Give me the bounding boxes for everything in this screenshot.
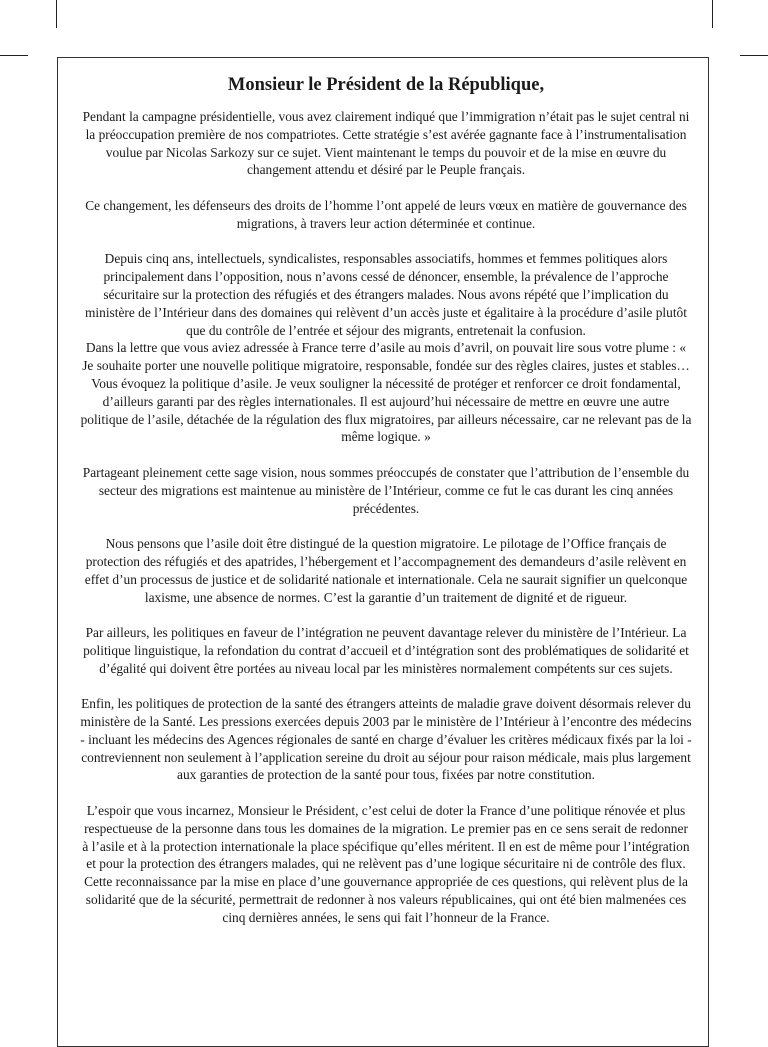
paragraph-change: Ce changement, les défenseurs des droits de l’homme l’ont appelé de leurs vœux en matière de gouvernance des migrations, à travers leur action déterminée et continue. bbox=[85, 197, 687, 231]
crop-mark-right-horizontal bbox=[740, 55, 768, 56]
paragraph-asylum: Nous pensons que l’asile doit être distingué de la question migratoire. Le pilotage de l’Office français de protection des réfugiés et des apatrides, l’hébergement et l’accompagnement des demandeurs d’asile relèvent en effet d’un processus de justice et de solidarité nationale et internationale. Cela ne saurait signifier un quelconque laxisme, une absence de normes. C’est la garantie d’un traitement de dignité et de rigueur. bbox=[84, 536, 688, 605]
letter-body bbox=[80, 74, 692, 944]
paragraph-hope: L’espoir que vous incarnez, Monsieur le Président, c’est celui de doter la France d’une politique rénovée et plus respectueuse de la personne dans tous les domaines de la migration. Le premier pas en ce sens serait de redonner à l’asile et à la protection internationale la place spécifique qu’elles méritent. Il en est de même pour l’intégration et pour la protection des étrangers malades, qui ne relèvent pas d’une logique sécuritaire ni de contrôle des flux. Cette reconnaissance par la mise en place d’une gouvernance appropriée de ces questions, qui relèvent plus de la solidarité que de la sécurité, permettrait de redonner à nos valeurs républicaines, qui ont été bien malmenées ces cinq dernières années, le sens qui fait l’honneur de la France. bbox=[82, 803, 690, 925]
paragraph-integration: Par ailleurs, les politiques en faveur de l’intégration ne peuvent davantage relever du ministère de l’Intérieur. La politique linguistique, la refondation du contrat d’accueil et d’intégration sont des problématiques de solidarité et d’égalité qui doivent être portées au niveau local par les ministères normalement compétents sur ces sujets. bbox=[83, 625, 689, 676]
crop-mark-top-right-vertical bbox=[712, 0, 713, 28]
letter-salutation: Monsieur le Président de la République, bbox=[227, 75, 545, 95]
paragraph-five-years: Depuis cinq ans, intellectuels, syndicalistes, responsables associatifs, hommes et femmes politiques alors principalement dans l’opposition, nous n’avons cessé de dénoncer, ensemble, la prévalence de l’approche sécuritaire sur la protection des réfugiés et des étrangers malades. Nous avons répété que l’implication du ministère de l’Intérieur dans des domaines qui relèvent d’un accès juste et égalitaire à la procédure d’asile plutôt que du contrôle de l’entrée et séjour des migrants, entretenait la confusion. bbox=[85, 251, 687, 338]
paragraph-letter-quote: Dans la lettre que vous aviez adressée à France terre d’asile au mois d’avril, on pouvait lire sous votre plume : « Je souhaite porter une nouvelle politique migratoire, responsable, fondée sur des règles claires, justes et stables… Vous évoquez la politique d’asile. Je veux souligner la nécessité de protéger et renforcer ce droit fondamental, d’ailleurs garanti par des règles internationales. Il est aujourd’hui nécessaire de mettre en œuvre une autre politique de l’asile, détachée de la régulation des flux migratoires, par ailleurs nécessaire, car ne relevant pas de la même logique. » bbox=[80, 340, 692, 445]
crop-mark-left-horizontal bbox=[0, 55, 28, 56]
crop-mark-top-left-vertical bbox=[56, 0, 57, 28]
paragraph-campaign: Pendant la campagne présidentielle, vous avez clairement indiqué que l’immigration n’était pas le sujet central ni la préoccupation première de nos compatriotes. Cette stratégie s’est avérée gagnante face à l’instrumentalisation voulue par Nicolas Sarkozy sur ce sujet. Vient maintenant le temps du pouvoir et de la mise en œuvre du changement attendu et désiré par le Peuple français. bbox=[82, 109, 690, 178]
letter-frame bbox=[57, 57, 709, 1047]
paragraph-sharing-vision: Partageant pleinement cette sage vision, nous sommes préoccupés de constater que l’attribution de l’ensemble du secteur des migrations est maintenue au ministère de l’Intérieur, comme ce fut le cas durant les cinq années précédentes. bbox=[82, 464, 690, 516]
paragraph-health: Enfin, les politiques de protection de la santé des étrangers atteints de maladie grave doivent désormais relever du ministère de la Santé. Les pressions exercées depuis 2003 par le ministère de l’Intérieur à l’encontre des médecins - incluant les médecins des Agences régionales de santé en charge d’évaluer les critères médicaux fixés par la loi - contreviennent non seulement à l’application sereine du droit au séjour pour raison médicale, mais plus largement aux garanties de protection de la santé pour tous, fixées par notre constitution. bbox=[80, 696, 692, 783]
